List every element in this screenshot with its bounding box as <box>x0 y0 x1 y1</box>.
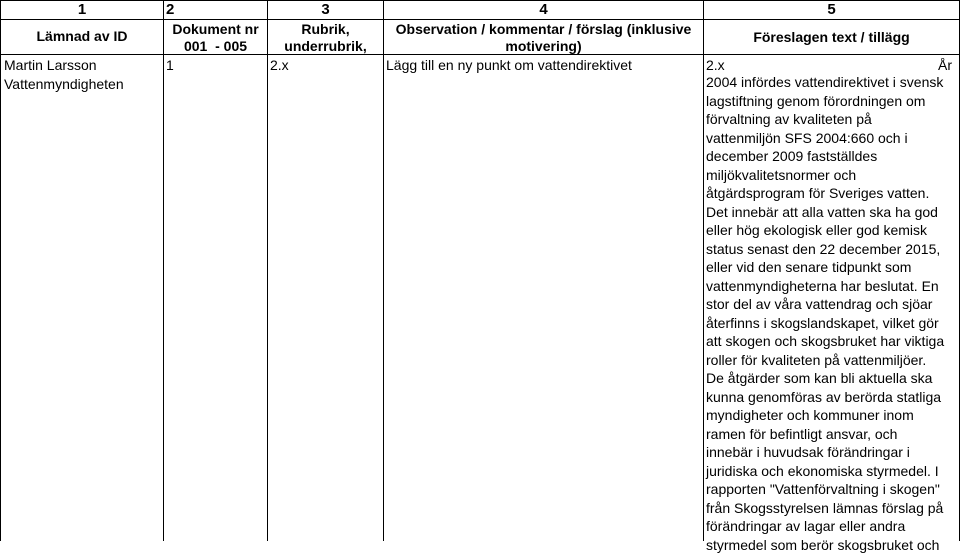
row-border <box>0 54 960 55</box>
proposal-line: förvaltning av kvaliteten på <box>706 110 952 129</box>
header-dokument-nr: Dokument nr <box>164 21 267 37</box>
header-underrubrik: underrubrik, <box>268 38 383 54</box>
proposal-line: juridiska och ekonomiska styrmedel. I <box>706 462 952 481</box>
proposal-line: miljökvalitetsnormer och <box>706 166 952 185</box>
proposal-line: eller hög ekologisk eller god kemisk <box>706 221 952 240</box>
proposal-text <box>706 73 952 541</box>
proposal-line: förändringar av lagar eller andra <box>706 517 952 536</box>
column-number-4: 4 <box>384 2 703 18</box>
proposal-line: status senast den 22 december 2015, <box>706 240 952 259</box>
header-foreslagen-text: Föreslagen text / tillägg <box>704 29 959 45</box>
proposal-line: stor del av våra vattendrag och sjöar <box>706 295 952 314</box>
proposal-line: december 2009 fastställdes <box>706 147 952 166</box>
submitter-name: Martin Larsson <box>4 57 97 73</box>
proposal-line: lagstiftning genom förordningen om <box>706 92 952 111</box>
proposal-line: åtgärdsprogram för Sveriges vatten. <box>706 184 952 203</box>
document-nr: 1 <box>166 57 174 73</box>
header-dokument-range: 001 - 005 <box>164 38 267 54</box>
row-border <box>0 0 960 1</box>
proposal-first-word: År <box>938 57 952 73</box>
proposal-line: myndigheter och kommuner inom <box>706 406 952 425</box>
proposal-line: från Skogsstyrelsen lämnas förslag på <box>706 499 952 518</box>
proposal-section-ref: 2.x <box>706 57 725 73</box>
proposal-line: återfinns i skogslandskapet, vilket gör <box>706 314 952 333</box>
header-rubrik: Rubrik, <box>268 21 383 37</box>
column-number-2: 2 <box>164 2 180 18</box>
column-border <box>383 0 384 541</box>
heading-ref: 2.x <box>270 57 289 73</box>
column-border <box>267 0 268 541</box>
proposal-line: innebär i huvudsak förändringar i <box>706 443 952 462</box>
proposal-line: kunna genomföras av berörda statliga <box>706 388 952 407</box>
column-border <box>163 0 164 541</box>
header-motivering: motivering) <box>384 38 703 54</box>
column-border <box>0 0 1 541</box>
header-lamnad-av: Lämnad av ID <box>1 28 163 44</box>
proposal-line: rapporten "Vattenförvaltning i skogen" <box>706 480 952 499</box>
proposal-line: vattenmyndigheterna har beslutat. En <box>706 277 952 296</box>
row-border <box>0 19 960 20</box>
observation-text: Lägg till en ny punkt om vattendirektivet <box>386 57 632 73</box>
proposal-line: ramen för befintligt ansvar, och <box>706 425 952 444</box>
proposal-line: styrmedel som berör skogsbruket och <box>706 536 952 554</box>
column-border <box>703 0 704 541</box>
proposal-first-line <box>706 57 952 73</box>
proposal-line: Det innebär att alla vatten ska ha god <box>706 203 952 222</box>
proposal-line: roller för kvaliteten på vattenmiljöer. <box>706 351 952 370</box>
proposal-line: De åtgärder som kan bli aktuella ska <box>706 369 952 388</box>
submitter-org: Vattenmyndigheten <box>4 76 124 92</box>
proposal-line: eller vid den senare tidpunkt som <box>706 258 952 277</box>
proposal-line: att skogen och skogsbruket har viktiga <box>706 332 952 351</box>
header-observation: Observation / kommentar / förslag (inklusive <box>384 21 703 37</box>
column-number-3: 3 <box>268 2 383 18</box>
proposal-line: vattenmiljön SFS 2004:660 och i <box>706 129 952 148</box>
proposal-line: 2004 infördes vattendirektivet i svensk <box>706 73 952 92</box>
column-number-5: 5 <box>704 2 959 18</box>
column-number-1: 1 <box>1 2 163 18</box>
